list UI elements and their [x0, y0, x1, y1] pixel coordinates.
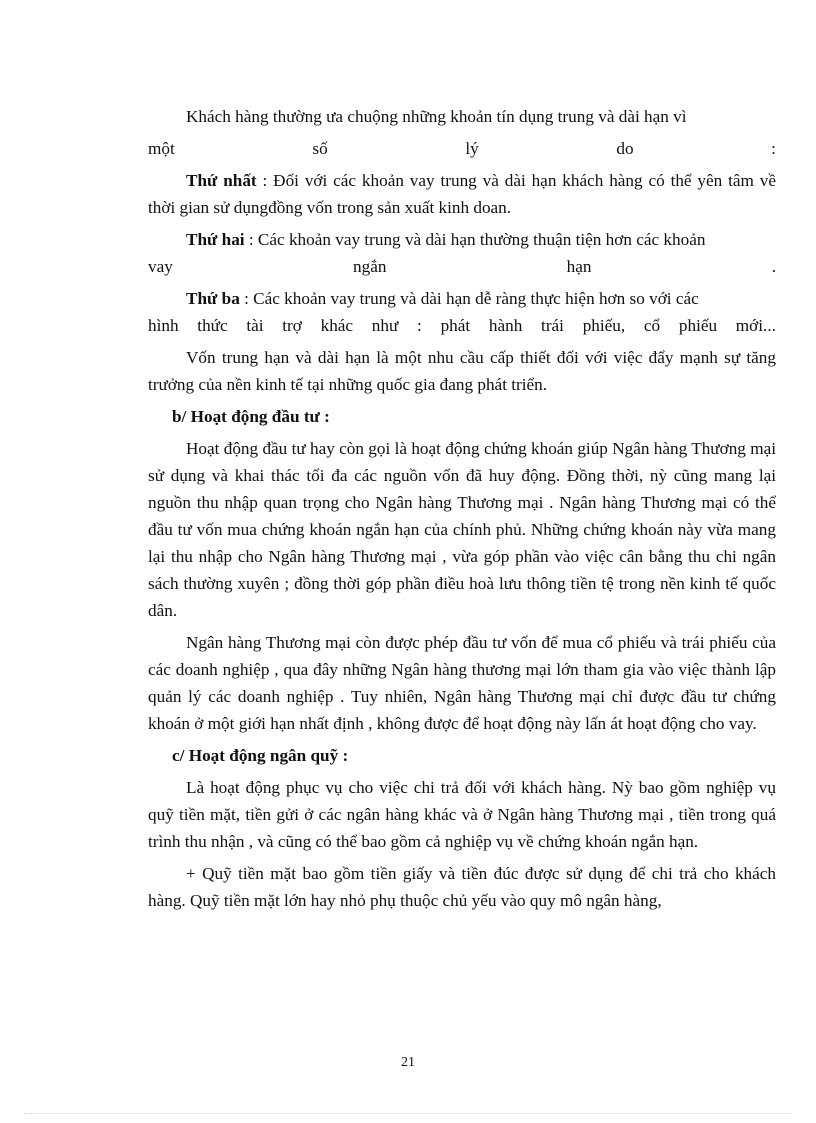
word: do — [616, 139, 634, 158]
word: thức — [197, 316, 228, 335]
word: lý — [465, 139, 479, 158]
word: . — [771, 257, 776, 276]
document-page — [148, 103, 776, 919]
word: trợ — [282, 316, 302, 335]
intro-line: Khách hàng thường ưa chuộng những khoản tín dụng trung và dài hạn vì — [186, 107, 687, 126]
word: như — [371, 316, 399, 335]
reason-third-spread-line — [148, 312, 776, 339]
word: số — [312, 139, 328, 158]
intro-spread-line — [148, 135, 776, 162]
section-c-paragraph-1: Là hoạt động phục vụ cho việc chi trả đối với khách hàng. Nỳ bao gồm nghiệp vụ quỹ tiền mặt, tiền gửi ở các ngân hàng khác và ở Ngân hàng Thương mại , tiền trong quá trình thu nhận , và cũng có thể bao gồm cả nghiệp vụ về chứng khoán ngắn hạn. — [148, 778, 776, 851]
word: : — [417, 316, 422, 335]
word: hình — [148, 316, 179, 335]
word: phát — [440, 316, 471, 335]
word: hành — [488, 316, 523, 335]
reason-third — [148, 285, 776, 312]
word: : — [771, 139, 776, 158]
section-b-paragraph-1: Hoạt động đầu tư hay còn gọi là hoạt động chứng khoán giúp Ngân hàng Thương mại sử dụng và khai thác tối đa các nguồn vốn đã huy động. Đồng thời, nỳ cũng mang lại nguồn thu nhập quan trọng cho Ngân hàng Thương mại . Ngân hàng Thương mại có thể đầu tư vốn mua chứng khoán ngắn hạn của chính phủ. Những chứng khoán này vừa mang lại thu nhập cho Ngân hàng Thương mại , vừa góp phần vào việc cân bằng thu chi ngân sách thường xuyên ; đồng thời góp phần điều hoà lưu thông tiền tệ trong nền kinh tế quốc dân. — [148, 439, 776, 620]
word: phiếu — [678, 316, 718, 335]
section-c-heading: c/ Hoạt động ngân quỹ : — [172, 746, 349, 765]
word: một — [148, 139, 175, 158]
word: ngắn — [353, 257, 387, 276]
section-b-heading: b/ Hoạt động đầu tư : — [172, 407, 330, 426]
reason-third-text: : Các khoản vay trung và dài hạn dễ ràng thực hiện hơn so với các — [239, 289, 699, 308]
word: hạn — [566, 257, 592, 276]
conclusion-paragraph: Vốn trung hạn và dài hạn là một nhu cầu cấp thiết đối với việc đẩy mạnh sự tăng trưởng của nền kinh tế tại những quốc gia đang phát triển. — [148, 348, 776, 394]
word: vay — [148, 257, 173, 276]
page-number: 21 — [401, 1055, 415, 1070]
reason-first-label: Thứ nhất — [186, 171, 257, 190]
reason-second-label: Thứ hai — [186, 230, 245, 249]
reason-third-label: Thứ ba — [186, 289, 240, 308]
footer-divider — [24, 1113, 792, 1114]
word: cổ — [643, 316, 661, 335]
reason-first-text: : Đối với các khoản vay trung và dài hạn khách hàng có thể yên tâm về thời gian sử dụngđồng vốn trong sản xuất kinh doan. — [148, 171, 776, 217]
section-b-paragraph-2: Ngân hàng Thương mại còn được phép đầu tư vốn để mua cổ phiếu và trái phiếu của các doanh nghiệp , qua đây những Ngân hàng thương mại lớn tham gia vào việc thành lập quản lý các doanh nghiệp . Tuy nhiên, Ngân hàng Thương mại chỉ được đầu tư chứng khoán ở một giới hạn nhất định , không được để hoạt động này lấn át hoạt động cho vay. — [148, 633, 776, 733]
reason-second-spread-line — [148, 253, 776, 280]
reason-first — [148, 167, 776, 221]
word: phiếu, — [582, 316, 626, 335]
word: tài — [246, 316, 264, 335]
word: trái — [541, 316, 564, 335]
word: khác — [320, 316, 354, 335]
reason-second-text: : Các khoản vay trung và dài hạn thường thuận tiện hơn các khoản — [244, 230, 706, 249]
reason-second — [148, 226, 776, 253]
word: mới... — [735, 316, 776, 335]
section-c-paragraph-2: + Quỹ tiền mặt bao gồm tiền giấy và tiền đúc được sử dụng để chi trả cho khách hàng. Quỹ tiền mặt lớn hay nhỏ phụ thuộc chủ yếu vào quy mô ngân hàng, — [148, 864, 776, 910]
